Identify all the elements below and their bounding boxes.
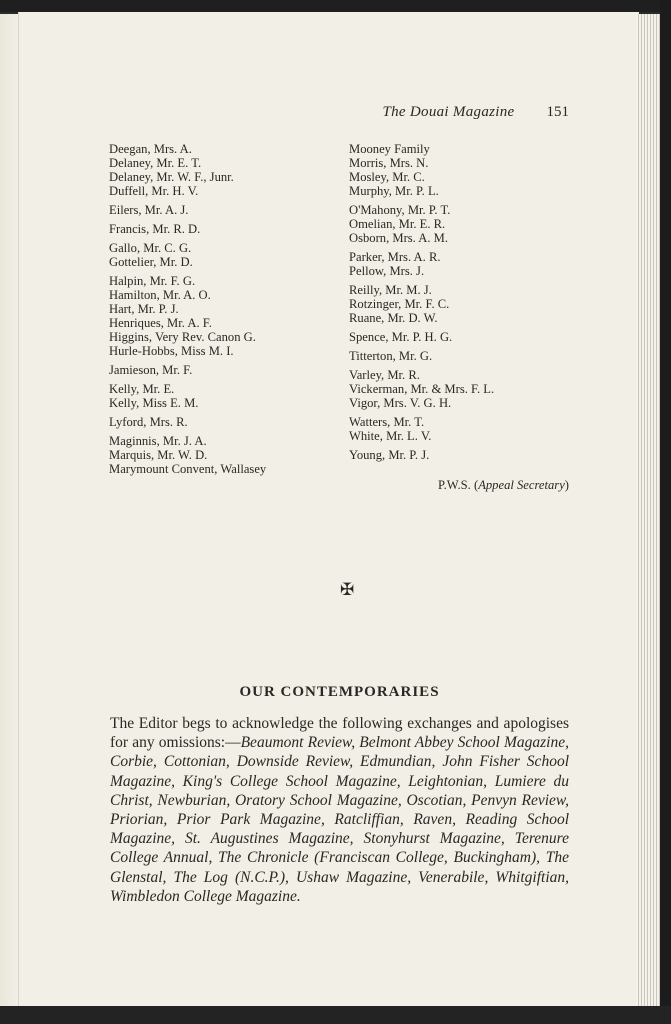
donor-name: Hurle-Hobbs, Miss M. I. — [109, 344, 234, 358]
donor-name: Reilly, Mr. M. J. — [349, 283, 432, 297]
donor-name: Kelly, Mr. E. — [109, 382, 175, 396]
donor-name: Marymount Convent, Wallasey — [109, 462, 267, 476]
donor-name: Mooney Family — [349, 142, 430, 156]
name-group — [349, 142, 494, 198]
donor-name: Henriques, Mr. A. F. — [109, 316, 212, 330]
magazine-title: The Douai Magazine — [382, 104, 515, 120]
donor-name: Osborn, Mrs. A. M. — [349, 231, 449, 245]
donor-list-right-column — [349, 142, 494, 467]
name-group — [109, 241, 266, 269]
book-spine-top — [0, 0, 671, 12]
donor-name: Mosley, Mr. C. — [349, 170, 425, 184]
donor-name: Duffell, Mr. H. V. — [109, 184, 199, 198]
donor-name: Eilers, Mr. A. J. — [109, 203, 189, 217]
donor-name: Young, Mr. P. J. — [349, 448, 430, 462]
donor-name: Maginnis, Mr. J. A. — [109, 434, 207, 448]
donor-name: Vickerman, Mr. & Mrs. F. L. — [349, 382, 495, 396]
name-group — [349, 415, 494, 443]
section-heading: OUR CONTEMPORARIES — [239, 684, 440, 700]
donor-name: White, Mr. L. V. — [349, 429, 432, 443]
name-group — [109, 382, 266, 410]
donor-name: Murphy, Mr. P. L. — [349, 184, 439, 198]
intro-text: The Editor begs to acknowledge the following exchanges and apologises for any omissions:— — [110, 715, 569, 752]
name-group — [109, 142, 266, 198]
donor-name: Varley, Mr. R. — [349, 368, 420, 382]
name-group — [109, 415, 266, 429]
donor-name: Pellow, Mrs. J. — [349, 264, 425, 278]
donor-name: Halpin, Mr. F. G. — [109, 274, 196, 288]
running-head — [382, 104, 569, 121]
book-cover-bottom — [0, 1006, 671, 1024]
donor-name: Francis, Mr. R. D. — [109, 222, 201, 236]
donor-name: Marquis, Mr. W. D. — [109, 448, 208, 462]
donor-name: Lyford, Mrs. R. — [109, 415, 188, 429]
name-group — [349, 330, 494, 344]
name-group — [349, 250, 494, 278]
donor-name: Kelly, Miss E. M. — [109, 396, 199, 410]
name-group — [349, 349, 494, 363]
donor-name: Gallo, Mr. C. G. — [109, 241, 192, 255]
signature-initials: P.W.S. — [438, 478, 471, 492]
book-cover-edge — [660, 0, 671, 1024]
name-group — [109, 203, 266, 217]
name-group — [109, 363, 266, 377]
name-group — [109, 434, 266, 476]
name-group — [109, 274, 266, 358]
donor-name: Gottelier, Mr. D. — [109, 255, 193, 269]
page-edges — [636, 14, 660, 1006]
donor-name: Jamieson, Mr. F. — [109, 363, 193, 377]
donor-name: Omelian, Mr. E. R. — [349, 217, 446, 231]
donor-name: Delaney, Mr. W. F., Junr. — [109, 170, 234, 184]
donor-name: Ruane, Mr. D. W. — [349, 311, 438, 325]
contemporaries-paragraph — [110, 714, 569, 906]
donor-list-left-column — [109, 142, 266, 481]
donor-name: Deegan, Mrs. A. — [109, 142, 192, 156]
donor-name: Delaney, Mr. E. T. — [109, 156, 202, 170]
name-group — [349, 368, 494, 410]
name-group — [349, 203, 494, 245]
donor-name: Higgins, Very Rev. Canon G. — [109, 330, 256, 344]
signature-role: Appeal Secretary — [478, 478, 565, 492]
name-group — [349, 283, 494, 325]
name-group — [349, 448, 494, 462]
donor-name: Spence, Mr. P. H. G. — [349, 330, 453, 344]
donor-name: Vigor, Mrs. V. G. H. — [349, 396, 452, 410]
exchange-titles: Beaumont Review, Belmont Abbey School Magazine, Corbie, Cottonian, Downside Review, Edmundian, John Fisher School Magazine, King's College School Magazine, Leightonian, Lumiere du Christ, Newburian, Oratory School Magazine, Oscotian, Penvyn Review, Priorian, Prior Park Magazine, Ratcliffian, Raven, Reading School Magazine, St. Augustines Magazine, Stonyhurst Magazine, Terenure College Annual, The Chronicle (Franciscan College, Buckingham), The Glenstal, The Log (N.C.P.), Ushaw Magazine, Venerabile, Whitgiftian, Wimbledon College Magazine. — [110, 734, 569, 905]
signature: P.W.S. (Appeal Secretary) — [438, 478, 569, 492]
donor-name: Hamilton, Mr. A. O. — [109, 288, 211, 302]
donor-name: Titterton, Mr. G. — [349, 349, 433, 363]
donor-name: Watters, Mr. T. — [349, 415, 425, 429]
cross-ornament: ✠ — [340, 580, 355, 599]
donor-name: Morris, Mrs. N. — [349, 156, 429, 170]
donor-name: Hart, Mr. P. J. — [109, 302, 179, 316]
name-group — [109, 222, 266, 236]
donor-name: Parker, Mrs. A. R. — [349, 250, 441, 264]
donor-name: O'Mahony, Mr. P. T. — [349, 203, 451, 217]
page-gutter — [0, 14, 18, 1006]
donor-name: Rotzinger, Mr. F. C. — [349, 297, 450, 311]
page-number: 151 — [546, 104, 569, 120]
